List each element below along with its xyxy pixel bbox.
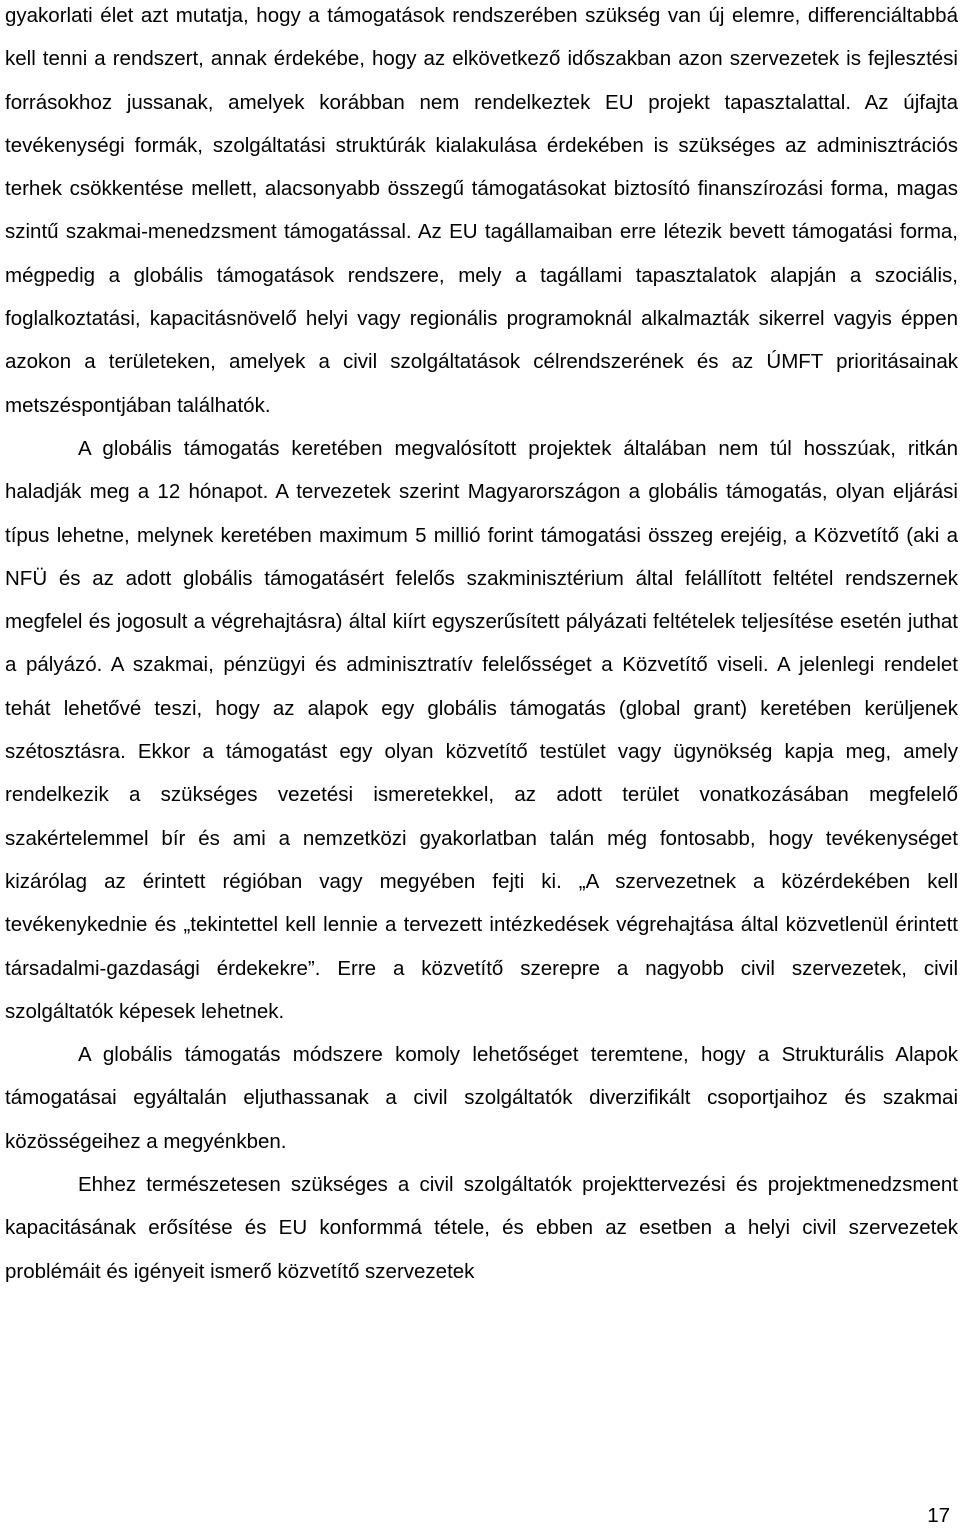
page-number: 17 (927, 1504, 950, 1527)
document-body (5, 0, 958, 1293)
paragraph-1: gyakorlati élet azt mutatja, hogy a támogatások rendszerében szükség van új elemre, differenciáltabbá kell tenni a rendszert, annak érdekébe, hogy az elkövetkező időszakban azon szervezetek is fejlesztési forrásokhoz jussanak, amelyek korábban nem rendelkeztek EU projekt tapasztalattal. Az újfajta tevékenységi formák, szolgáltatási struktúrák kialakulása érdekében is szükséges az adminisztrációs terhek csökkentése mellett, alacsonyabb összegű támogatásokat biztosító finanszírozási forma, magas szintű szakmai-menedzsment támogatással. Az EU tagállamaiban erre létezik bevett támogatási forma, mégpedig a globális támogatások rendszere, mely a tagállami tapasztalatok alapján a szociális, foglalkoztatási, kapacitásnövelő helyi vagy regionális programoknál alkalmazták sikerrel vagyis éppen azokon a területeken, amelyek a civil szolgáltatások célrendszerének és az ÚMFT prioritásainak metszéspontjában találhatók. (5, 4, 958, 417)
paragraph-2: A globális támogatás keretében megvalósított projektek általában nem túl hosszúak, ritkán haladják meg a 12 hónapot. A tervezetek szerint Magyarországon a globális támogatás, olyan eljárási típus lehetne, melynek keretében maximum 5 millió forint támogatási összeg erejéig, a Közvetítő (aki a NFÜ és az adott globális támogatásért felelős szakminisztérium által felállított feltétel rendszernek megfelel és jogosult a végrehajtásra) által kiírt egyszerűsített pályázati feltételek teljesítése esetén juthat a pályázó. A szakmai, pénzügyi és adminisztratív felelősséget a Közvetítő viseli. A jelenlegi rendelet tehát lehetővé teszi, hogy az alapok egy globális támogatás (global grant) keretében kerüljenek szétosztásra. Ekkor a támogatást egy olyan közvetítő testület vagy ügynökség kapja meg, amely rendelkezik a szükséges vezetési ismeretekkel, az adott terület vonatkozásában megfelelő szakértelemmel bír és ami a nemzetközi gyakorlatban talán még fontosabb, hogy tevékenységet kizárólag az érintett régióban vagy megyében fejti ki. „A szervezetnek a közérdekében kell tevékenykednie és „tekintettel kell lennie a tervezett intézkedések végrehajtása által közvetlenül érintett társadalmi-gazdasági érdekekre”. Erre a közvetítő szerepre a nagyobb civil szervezetek, civil szolgáltatók képesek lehetnek. (5, 436, 958, 1023)
paragraph-4: Ehhez természetesen szükséges a civil szolgáltatók projekttervezési és projektmenedzsment kapacitásának erősítése és EU konformmá tétele, és ebben az esetben a helyi civil szervezetek problémáit és igényeit ismerő közvetítő szervezetek (5, 1173, 958, 1283)
paragraph-3: A globális támogatás módszere komoly lehetőséget teremtene, hogy a Strukturális Alapok támogatásai egyáltalán eljuthassanak a civil szolgáltatók diverzifikált csoportjaihoz és szakmai közösségeihez a megyénkben. (5, 1043, 958, 1153)
